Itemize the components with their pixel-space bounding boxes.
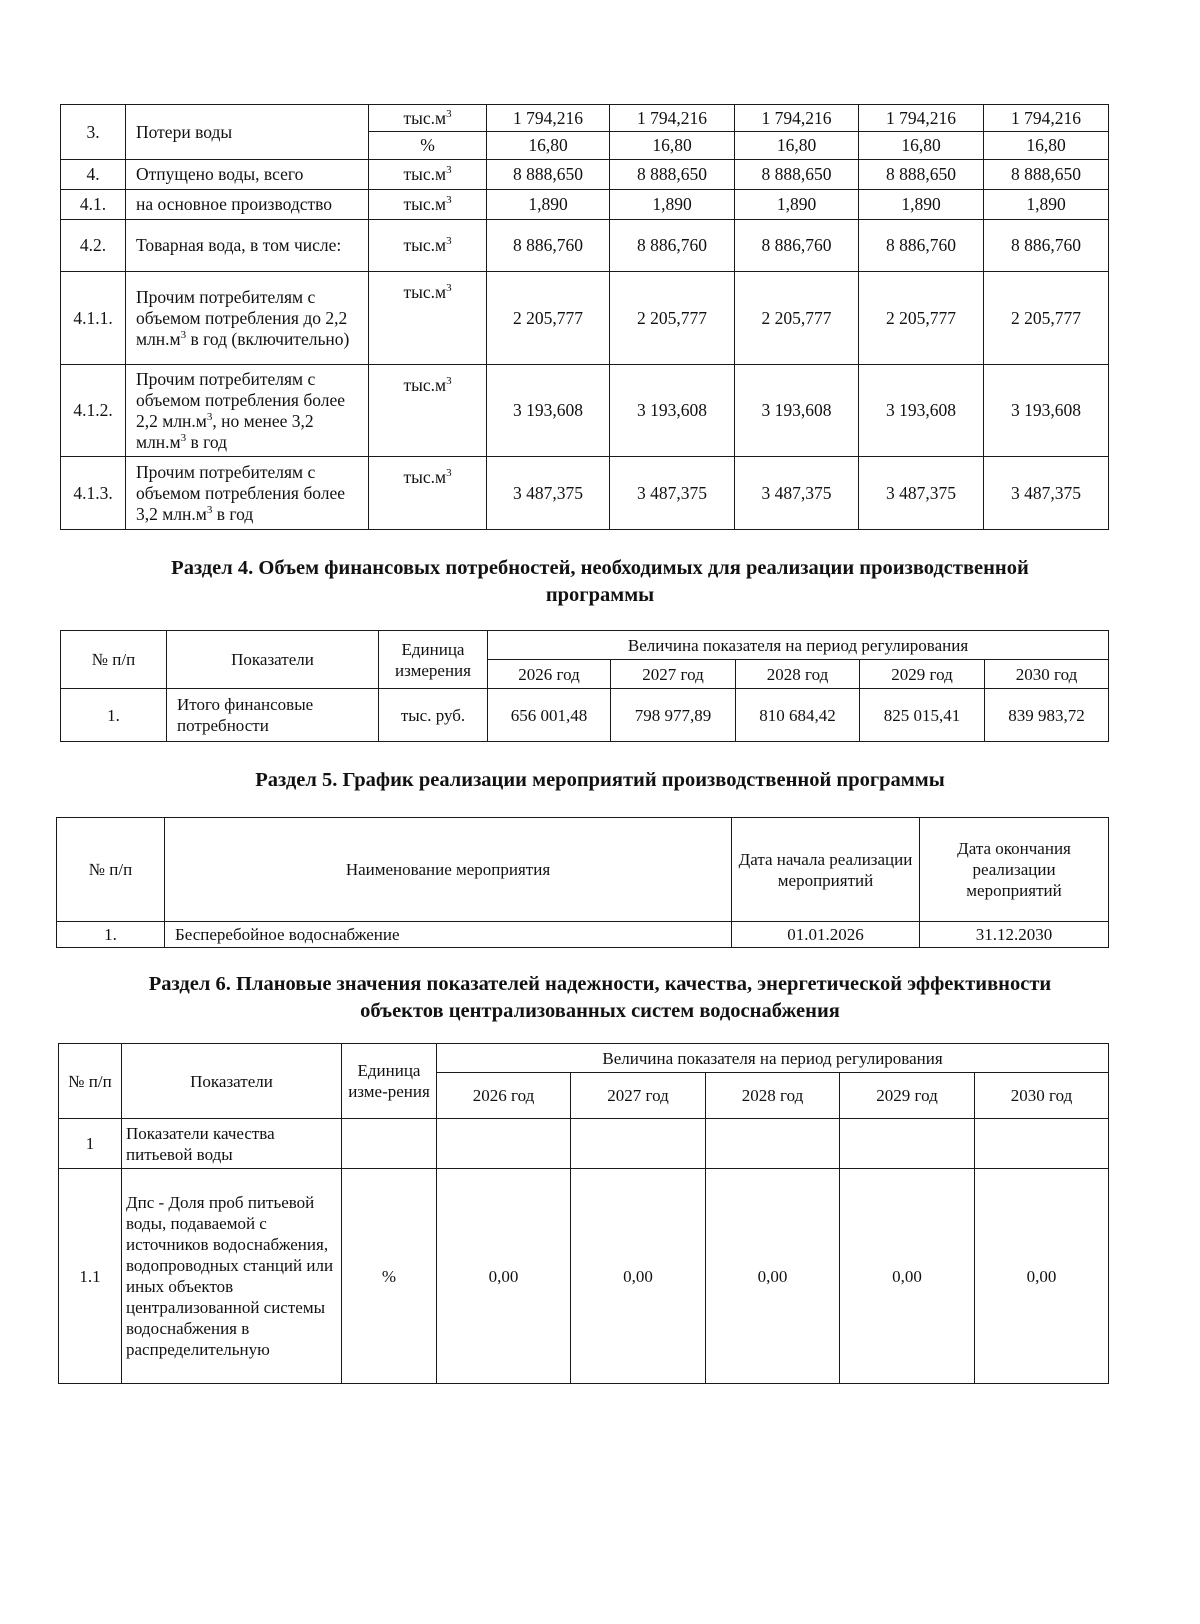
value-cell: 1,890 [487, 190, 610, 220]
s6-year: 2028 год [706, 1073, 840, 1119]
row-number: 4.1. [61, 190, 126, 220]
unit-text: тыс.м [403, 467, 447, 487]
unit-text: % [420, 135, 435, 155]
value-cell: 8 886,760 [984, 220, 1109, 272]
indicator-name: Отпущено воды, всего [126, 160, 369, 190]
s6-value [437, 1119, 571, 1169]
s6-value [706, 1119, 840, 1169]
row-number: 4.1.3. [61, 457, 126, 530]
table-row [61, 457, 1109, 530]
section4-title-line1: Раздел 4. Объем финансовых потребностей, необходимых для реализации производственной [171, 557, 1029, 579]
unit [369, 105, 487, 132]
unit-superscript: 3 [446, 467, 452, 479]
s6-row-num: 1.1 [59, 1169, 122, 1384]
value-cell: 8 886,760 [735, 220, 859, 272]
value-cell: 1,890 [859, 190, 984, 220]
value-cell: 1 794,216 [487, 105, 610, 132]
value-cell: 3 193,608 [984, 365, 1109, 457]
s6-header-unit: Единица изме-рения [342, 1044, 437, 1119]
s4-header-unit: Единица измерения [379, 631, 488, 689]
s6-value: 0,00 [437, 1169, 571, 1384]
value-cell: 8 888,650 [735, 160, 859, 190]
s4-year: 2027 год [611, 660, 736, 689]
row-number: 4. [61, 160, 126, 190]
value-cell: 3 193,608 [859, 365, 984, 457]
unit-text: тыс.м [403, 282, 447, 302]
s4-year: 2030 год [985, 660, 1109, 689]
value-cell: 2 205,777 [610, 272, 735, 365]
indicator-name: Потери воды [126, 105, 369, 160]
s6-row-unit: % [342, 1169, 437, 1384]
s5-header-end: Дата окончания реализации мероприятий [920, 818, 1109, 922]
section6-title-line1: Раздел 6. Плановые значения показателей надежности, качества, энергетической эффективности [148, 973, 1052, 995]
s6-header-indicators: Показатели [122, 1044, 342, 1119]
table-row [57, 922, 1109, 948]
value-cell: 2 205,777 [859, 272, 984, 365]
unit [369, 457, 487, 530]
value-cell: 8 888,650 [859, 160, 984, 190]
s5-header-start: Дата начала реализации мероприятий [732, 818, 920, 922]
section6-title [30, 971, 1170, 1025]
unit-text: тыс.м [403, 107, 447, 128]
indicator-name [126, 457, 369, 530]
value-cell: 2 205,777 [735, 272, 859, 365]
s4-row-unit: тыс. руб. [379, 689, 488, 742]
s4-year: 2028 год [736, 660, 860, 689]
table-row [61, 220, 1109, 272]
unit-text: тыс.м [403, 235, 447, 255]
table-row [59, 1169, 1109, 1384]
section5-title-text: Раздел 5. График реализации мероприятий производственной программы [255, 769, 945, 791]
value-cell: 1 794,216 [735, 105, 859, 132]
s6-row-unit [342, 1119, 437, 1169]
s4-row-name: Итого финансовые потребности [167, 689, 379, 742]
unit [369, 272, 487, 365]
section4-title-line2: программы [545, 584, 655, 606]
value-cell: 3 487,375 [859, 457, 984, 530]
schedule-table [56, 817, 1109, 948]
superscript: 3 [180, 328, 187, 341]
name-fragment: , но менее 3,2 млн.м [136, 410, 314, 452]
water-balance-table [60, 104, 1109, 530]
value-cell: 3 193,608 [487, 365, 610, 457]
s6-value: 0,00 [706, 1169, 840, 1384]
row-number: 3. [61, 105, 126, 160]
value-cell: 8 886,760 [487, 220, 610, 272]
value-cell: 16,80 [984, 132, 1109, 160]
s4-year: 2026 год [488, 660, 611, 689]
value-cell: 1,890 [610, 190, 735, 220]
s4-header-period: Величина показателя на период регулирования [488, 631, 1109, 660]
value-cell: 2 205,777 [487, 272, 610, 365]
value-cell: 16,80 [610, 132, 735, 160]
value-cell: 1 794,216 [610, 105, 735, 132]
value-cell: 8 886,760 [610, 220, 735, 272]
value-cell: 3 193,608 [735, 365, 859, 457]
value-cell: 16,80 [859, 132, 984, 160]
s6-year: 2027 год [571, 1073, 706, 1119]
name-fragment: Прочим потребителям с объемом потребления более 3,2 млн.м [136, 461, 346, 524]
superscript: 3 [206, 410, 213, 423]
value-cell: 1,890 [735, 190, 859, 220]
value-cell: 1 794,216 [984, 105, 1109, 132]
indicators-table [58, 1043, 1109, 1384]
value-cell: 3 487,375 [984, 457, 1109, 530]
row-number: 4.2. [61, 220, 126, 272]
s5-header-num: № п/п [57, 818, 165, 922]
s4-header-num: № п/п [61, 631, 167, 689]
unit-superscript: 3 [446, 107, 452, 120]
name-fragment: в год [186, 431, 228, 452]
s6-year: 2029 год [840, 1073, 975, 1119]
table-row [59, 1119, 1109, 1169]
indicator-name [126, 272, 369, 365]
s6-value [840, 1119, 975, 1169]
value-cell: 3 487,375 [735, 457, 859, 530]
s6-value: 0,00 [571, 1169, 706, 1384]
s5-row-start: 01.01.2026 [732, 922, 920, 948]
s4-year: 2029 год [860, 660, 985, 689]
table-row [61, 190, 1109, 220]
s6-value [571, 1119, 706, 1169]
s6-row-name: Дпс - Доля проб питьевой воды, подаваемой с источников водоснабжения, водопроводных станций или иных объектов централизованной системы водоснабжения в распределительную [122, 1169, 342, 1384]
value-cell: 8 888,650 [984, 160, 1109, 190]
s6-value [975, 1119, 1109, 1169]
value-cell: 8 888,650 [487, 160, 610, 190]
table-row [61, 160, 1109, 190]
unit-superscript: 3 [446, 375, 452, 387]
s4-row-num: 1. [61, 689, 167, 742]
value-cell: 1,890 [984, 190, 1109, 220]
superscript: 3 [180, 431, 187, 444]
unit-text: тыс.м [403, 164, 447, 184]
indicator-name: на основное производство [126, 190, 369, 220]
s4-value: 656 001,48 [488, 689, 611, 742]
table-row [61, 689, 1109, 742]
name-fragment: Прочим потребителям с объемом потребления более 2,2 млн.м [136, 368, 346, 431]
section5-title [60, 767, 1140, 794]
s6-year: 2026 год [437, 1073, 571, 1119]
section4-title [60, 555, 1140, 609]
unit [369, 220, 487, 272]
s5-header-name: Наименование мероприятия [165, 818, 732, 922]
value-cell: 3 487,375 [610, 457, 735, 530]
s5-row-name: Бесперебойное водоснабжение [165, 922, 732, 948]
value-cell: 8 888,650 [610, 160, 735, 190]
unit-superscript: 3 [446, 282, 452, 294]
s4-value: 825 015,41 [860, 689, 985, 742]
s4-header-indicators: Показатели [167, 631, 379, 689]
water-balance-body [61, 105, 1109, 530]
s4-value: 839 983,72 [985, 689, 1109, 742]
unit-superscript: 3 [446, 194, 452, 206]
s6-value: 0,00 [840, 1169, 975, 1384]
s6-year: 2030 год [975, 1073, 1109, 1119]
table-row [61, 365, 1109, 457]
value-cell: 3 193,608 [610, 365, 735, 457]
value-cell: 16,80 [487, 132, 610, 160]
row-number: 4.1.2. [61, 365, 126, 457]
superscript: 3 [206, 503, 213, 516]
s6-row-num: 1 [59, 1119, 122, 1169]
name-fragment: в год (включительно) [186, 328, 350, 349]
table-row [61, 272, 1109, 365]
value-cell: 2 205,777 [984, 272, 1109, 365]
s6-row-name: Показатели качества питьевой воды [122, 1119, 342, 1169]
s6-header-num: № п/п [59, 1044, 122, 1119]
unit [369, 160, 487, 190]
name-fragment: в год [212, 503, 254, 524]
unit-superscript: 3 [446, 164, 452, 176]
unit [369, 190, 487, 220]
row-number: 4.1.1. [61, 272, 126, 365]
s5-row-num: 1. [57, 922, 165, 948]
unit [369, 132, 487, 160]
s5-row-end: 31.12.2030 [920, 922, 1109, 948]
value-cell: 1 794,216 [859, 105, 984, 132]
table-row [61, 105, 1109, 132]
value-cell: 3 487,375 [487, 457, 610, 530]
unit-text: тыс.м [403, 375, 447, 395]
s6-header-period: Величина показателя на период регулирования [437, 1044, 1109, 1073]
unit-text: тыс.м [403, 194, 447, 214]
s6-value: 0,00 [975, 1169, 1109, 1384]
value-cell: 16,80 [735, 132, 859, 160]
unit-superscript: 3 [446, 235, 452, 247]
name-fragment: Прочим потребителям с объемом потребления до 2,2 млн.м [136, 286, 348, 349]
indicator-name: Товарная вода, в том числе: [126, 220, 369, 272]
s4-value: 798 977,89 [611, 689, 736, 742]
unit [369, 365, 487, 457]
section6-title-line2: объектов централизованных систем водоснабжения [360, 1000, 840, 1022]
s4-value: 810 684,42 [736, 689, 860, 742]
financial-needs-table [60, 630, 1109, 742]
indicator-name [126, 365, 369, 457]
value-cell: 8 886,760 [859, 220, 984, 272]
